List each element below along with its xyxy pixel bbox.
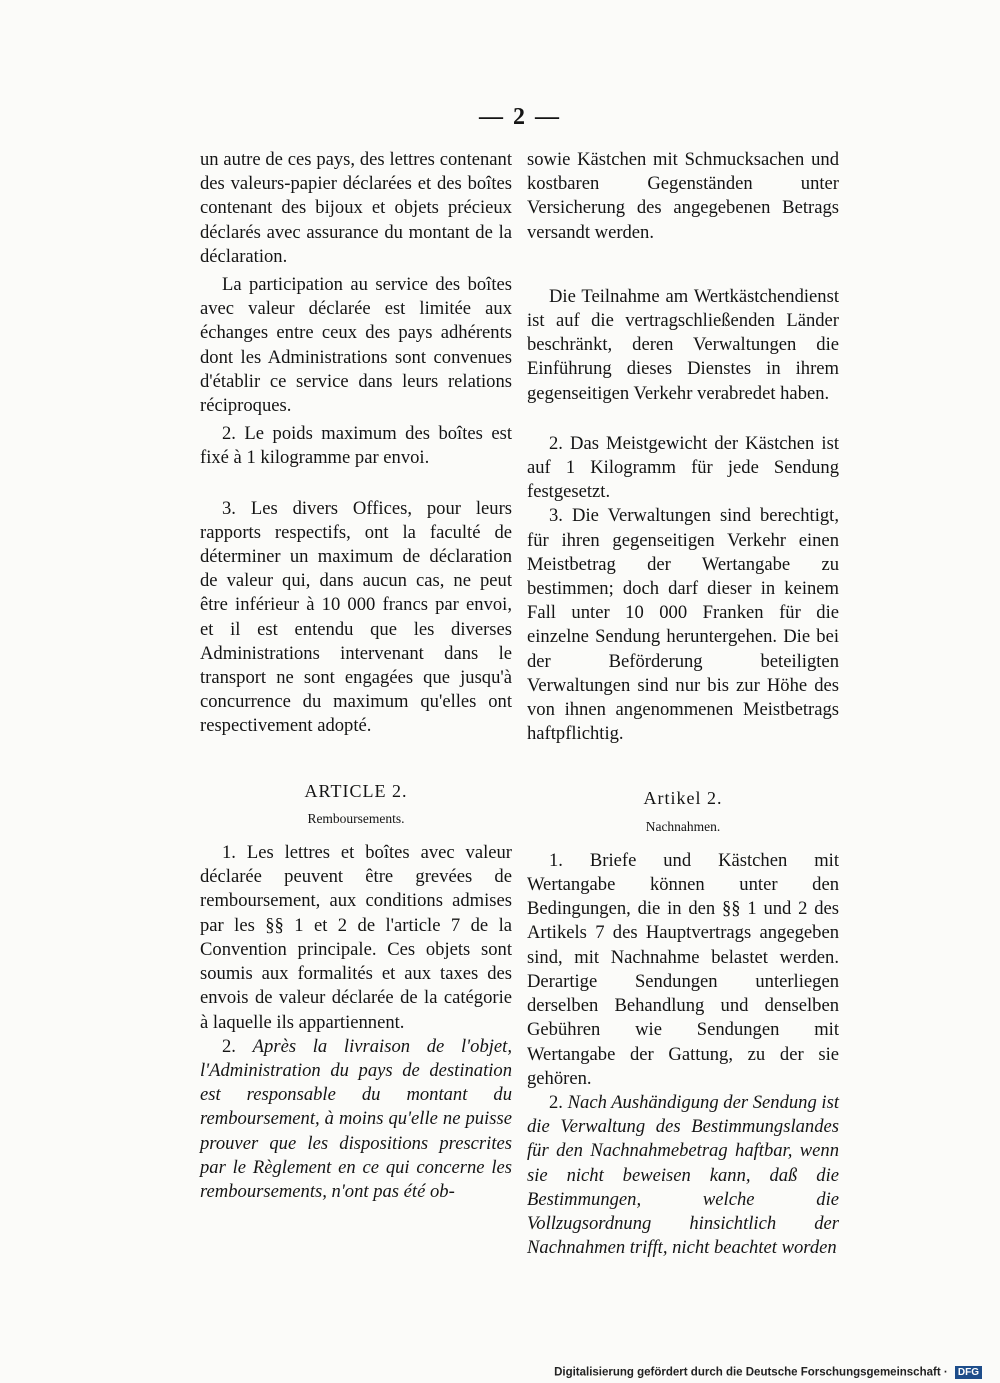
german-article-subheading: Nachnahmen.: [645, 818, 721, 834]
german-article2-paragraph-2: [527, 1091, 839, 1260]
french-column: [200, 148, 512, 1204]
german-column: [527, 148, 839, 1260]
french-article2-paragraph-2-number: 2.: [222, 1035, 236, 1057]
german-article2-paragraph-1: 1. Briefe und Kästchen mit Wertangabe können unter den Bedingungen, die in den §§ 1 und 2 des Artikels 7 des Hauptvertrags angegeben sind, mit Nachnahme belastet werden. Derartige Sendungen unterliegen derselben Behandlung und denselben Gebühren wie Sendungen mit Wertangabe der Gattung, zu der sie gehören.: [527, 849, 839, 1089]
french-article2-paragraph-2: [200, 1035, 512, 1204]
german-article2-paragraph-2-number: 2.: [549, 1091, 563, 1113]
french-article2-paragraph-2-text: Après la livraison de l'objet, l'Administration du pays de destination est responsable du montant du remboursement, à moins qu'elle ne puisse prouver que les dispositions prescrites par le Règlement en ce qui concerne les remboursements, n'ont pas été ob-: [200, 1035, 512, 1202]
page-number: — 2 —: [479, 104, 561, 130]
french-article-heading: ARTICLE 2.: [304, 780, 408, 801]
dfg-logo-icon: DFG: [955, 1366, 982, 1379]
french-paragraph-2: 2. Le poids maximum des boîtes est fixé à 1 kilogramme par envoi.: [200, 423, 512, 469]
french-intro-paragraph: un autre de ces pays, des lettres contenant des valeurs-papier déclarées et des boîtes contenant des bijoux et objets précieux déclarés avec assurance du montant de la déclaration.: [200, 149, 512, 267]
french-participation-paragraph: La participation au service des boîtes avec valeur déclarée est limitée aux échanges entre ceux des pays adhérents dont les Administrations sont convenues d'établir ce service dans leurs relations réciproques.: [200, 274, 512, 417]
german-participation-paragraph: Die Teilnahme am Wertkästchendienst ist auf die vertragschließenden Länder beschränkt, deren Verwaltungen die Einführung dieses Dienstes in ihrem gegenseitigen Verkehr verabredet haben.: [527, 285, 839, 404]
french-article2-paragraph-1: 1. Les lettres et boîtes avec valeur déclarée peuvent être grevées de remboursement, aux conditions admises par les §§ 1 et 2 de l'article 7 de la Convention principale. Ces objets sont soumis aux formalités et aux taxes des envois de valeur déclarée de la catégorie à laquelle ils appartiennent.: [200, 842, 512, 1033]
german-paragraph-2: 2. Das Meistgewicht der Kästchen ist auf 1 Kilogramm für jede Sendung festgesetzt.: [527, 432, 839, 503]
french-paragraph-3: 3. Les divers Offices, pour leurs rapports respectifs, ont la faculté de déterminer un maximum de déclaration de valeur qui, dans aucun cas, ne peut être inférieur à 10 000 francs par envoi, et il est entendu que les diverses Administrations intervenant dans le transport ne sont engagées que jusqu'à concurrence du maximum qu'elles ont respectivement adopté.: [200, 497, 512, 737]
german-paragraph-3: 3. Die Verwaltungen sind berechtigt, für ihren gegenseitigen Verkehr einen Meistbetrag der Wertangabe zu bestimmen; doch darf dieser in keinem Fall unter 10 000 Franken für die einzelne Sendung heruntergehen. Die bei der Beförderung beteiligten Verwaltungen sind nur bis zur Höhe des von ihnen angenommenen Meistbetrags haftpflichtig.: [527, 505, 839, 745]
german-article2-paragraph-2-text: Nach Aushändigung der Sendung ist die Verwaltung des Bestimmungslandes für den Nachnahmebetrag haftbar, wenn sie nicht beweisen kann, daß die Bestimmungen, welche die Vollzugsordnung hinsichtlich der Nachnahmen trifft, nicht beachtet worden: [527, 1091, 840, 1259]
german-article-heading: Artikel 2.: [643, 788, 723, 809]
french-article-subheading: Remboursements.: [307, 810, 405, 826]
german-intro-paragraph: sowie Kästchen mit Schmucksachen und kostbaren Gegenständen unter Versicherung des angegebenen Betrags versandt werden.: [527, 149, 839, 243]
digitization-footer: [554, 1366, 982, 1379]
footer-text: Digitalisierung gefördert durch die Deutsche Forschungsgemeinschaft ·: [554, 1366, 948, 1379]
